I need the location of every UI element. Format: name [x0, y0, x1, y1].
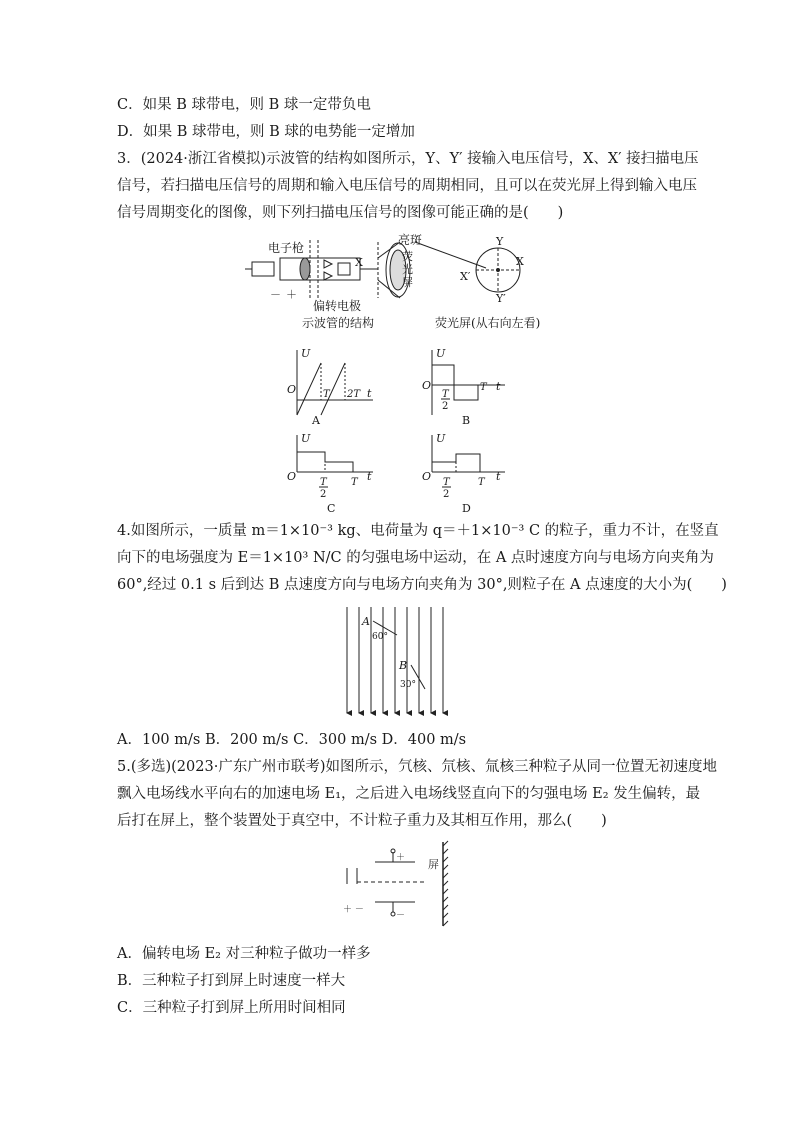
angle-60-label: 60° — [372, 632, 388, 642]
origin-label: O — [422, 470, 432, 483]
option-5b: B．三种粒子打到屏上时速度一样大 — [117, 973, 346, 989]
u-label: U — [436, 347, 446, 360]
deflection-apparatus-figure — [335, 838, 455, 930]
screen-view — [415, 242, 520, 292]
u-label: U — [301, 347, 311, 360]
spot-label: 亮斑 — [398, 233, 423, 247]
u-label: U — [301, 432, 311, 445]
option-d-label: D — [462, 502, 471, 515]
graph-b — [420, 345, 520, 425]
t-axis-label: t — [367, 387, 372, 400]
t-tick: T — [480, 382, 487, 393]
t-half-den: 2 — [443, 489, 450, 500]
screen-label: 屏 — [428, 858, 439, 871]
question-5-line-2: 飘入电场线水平向右的加速电场 E₁，之后进入电场线竖直向下的匀强电场 E₂ 发生偏转，最 — [117, 786, 701, 802]
x-label: X — [516, 255, 524, 268]
y-prime-label: Y′ — [496, 292, 506, 305]
graph-c — [285, 430, 385, 515]
question-3-line-2: 信号，若扫描电压信号的周期和输入电压信号的周期相同，且可以在荧光屏上得到输入电压 — [117, 178, 697, 194]
point-a-label: A — [362, 615, 370, 628]
question-4-line-3: 60°,经过 0.1 s 后到达 B 点速度方向与电场方向夹角为 30°,则粒子在 A 点速度的大小为( ) — [117, 577, 727, 593]
question-4-line-2: 向下的电场强度为 E＝1×10³ N/C 的匀强电场中运动，在 A 点时速度方向与电场方向夹角为 — [117, 550, 714, 566]
t-half-den: 2 — [320, 489, 327, 500]
y-label: Y — [496, 235, 504, 248]
x-prime-label: X′ — [460, 270, 471, 283]
screen-caption: 荧光屏(从右向左看) — [435, 316, 541, 330]
structure-caption: 示波管的结构 — [302, 316, 375, 330]
graph-a — [285, 345, 385, 425]
minus-sign: － — [270, 288, 281, 301]
t-tick: T — [478, 477, 485, 488]
t-half-den: 2 — [442, 401, 449, 412]
screen-char-1: 荧 — [402, 250, 413, 263]
t-half-num: T — [443, 477, 450, 488]
question-5-line-1: 5.(多选)(2023·广东广州市联考)如图所示，氕核、氘核、氚核三种粒子从同一位置无初速度地 — [117, 759, 717, 775]
option-b-label: B — [462, 414, 471, 425]
screen-char-2: 光 — [402, 263, 413, 276]
origin-label: O — [287, 383, 297, 396]
t-tick: T — [323, 389, 330, 400]
question-5-line-3: 后打在屏上，整个装置处于真空中，不计粒子重力及其相互作用，那么( ) — [117, 813, 607, 829]
angle-30-label: 30° — [400, 680, 416, 690]
option-5c: C．三种粒子打到屏上所用时间相同 — [117, 1000, 346, 1016]
t-half-num: T — [442, 389, 449, 400]
u-label: U — [436, 432, 446, 445]
question-4-options: A．100 m/s B．200 m/s C．300 m/s D．400 m/s — [117, 732, 467, 748]
t-axis-label: t — [496, 380, 501, 393]
plus-sign: ＋ — [286, 288, 297, 301]
plus-terminal: ＋ — [396, 853, 406, 863]
option-a-label: A — [312, 414, 320, 425]
electric-field-figure — [335, 603, 455, 721]
accel-terminals: ＋ － — [343, 905, 364, 915]
2t-tick: 2T — [347, 389, 361, 400]
question-4-line-1: 4.如图所示，一质量 m＝1×10⁻³ kg、电荷量为 q＝＋1×10⁻³ C 的粒子，重力不计，在竖直 — [117, 523, 719, 539]
origin-label: O — [287, 470, 297, 483]
question-3-line-3: 信号周期变化的图像，则下列扫描电压信号的图像可能正确的是( ) — [117, 205, 564, 221]
question-3-line-1: 3．(2024·浙江省模拟)示波管的结构如图所示，Y、Y′ 接输入电压信号，X、X′ 接扫描电压 — [117, 151, 699, 167]
origin-label: O — [422, 379, 432, 392]
t-axis-label: t — [496, 470, 501, 483]
oscilloscope-figure — [240, 230, 560, 335]
t-tick: T — [351, 477, 358, 488]
option-5a: A．偏转电场 E₂ 对三种粒子做功一样多 — [117, 946, 371, 962]
deflection-electrode-label: 偏转电极 — [313, 299, 362, 313]
electron-gun-label: 电子枪 — [268, 241, 305, 255]
point-b-label: B — [399, 659, 408, 672]
option-c-label: C — [327, 502, 336, 515]
option-c-text: C．如果 B 球带电，则 B 球一定带负电 — [117, 97, 371, 113]
option-d-text: D．如果 B 球带电，则 B 球的电势能一定增加 — [117, 124, 415, 140]
t-half-num: T — [320, 477, 327, 488]
x-plate-label: X — [355, 256, 363, 269]
minus-terminal: － — [396, 911, 406, 921]
screen-char-3: 屏 — [402, 276, 413, 289]
graph-d — [420, 430, 520, 515]
t-axis-label: t — [367, 470, 372, 483]
